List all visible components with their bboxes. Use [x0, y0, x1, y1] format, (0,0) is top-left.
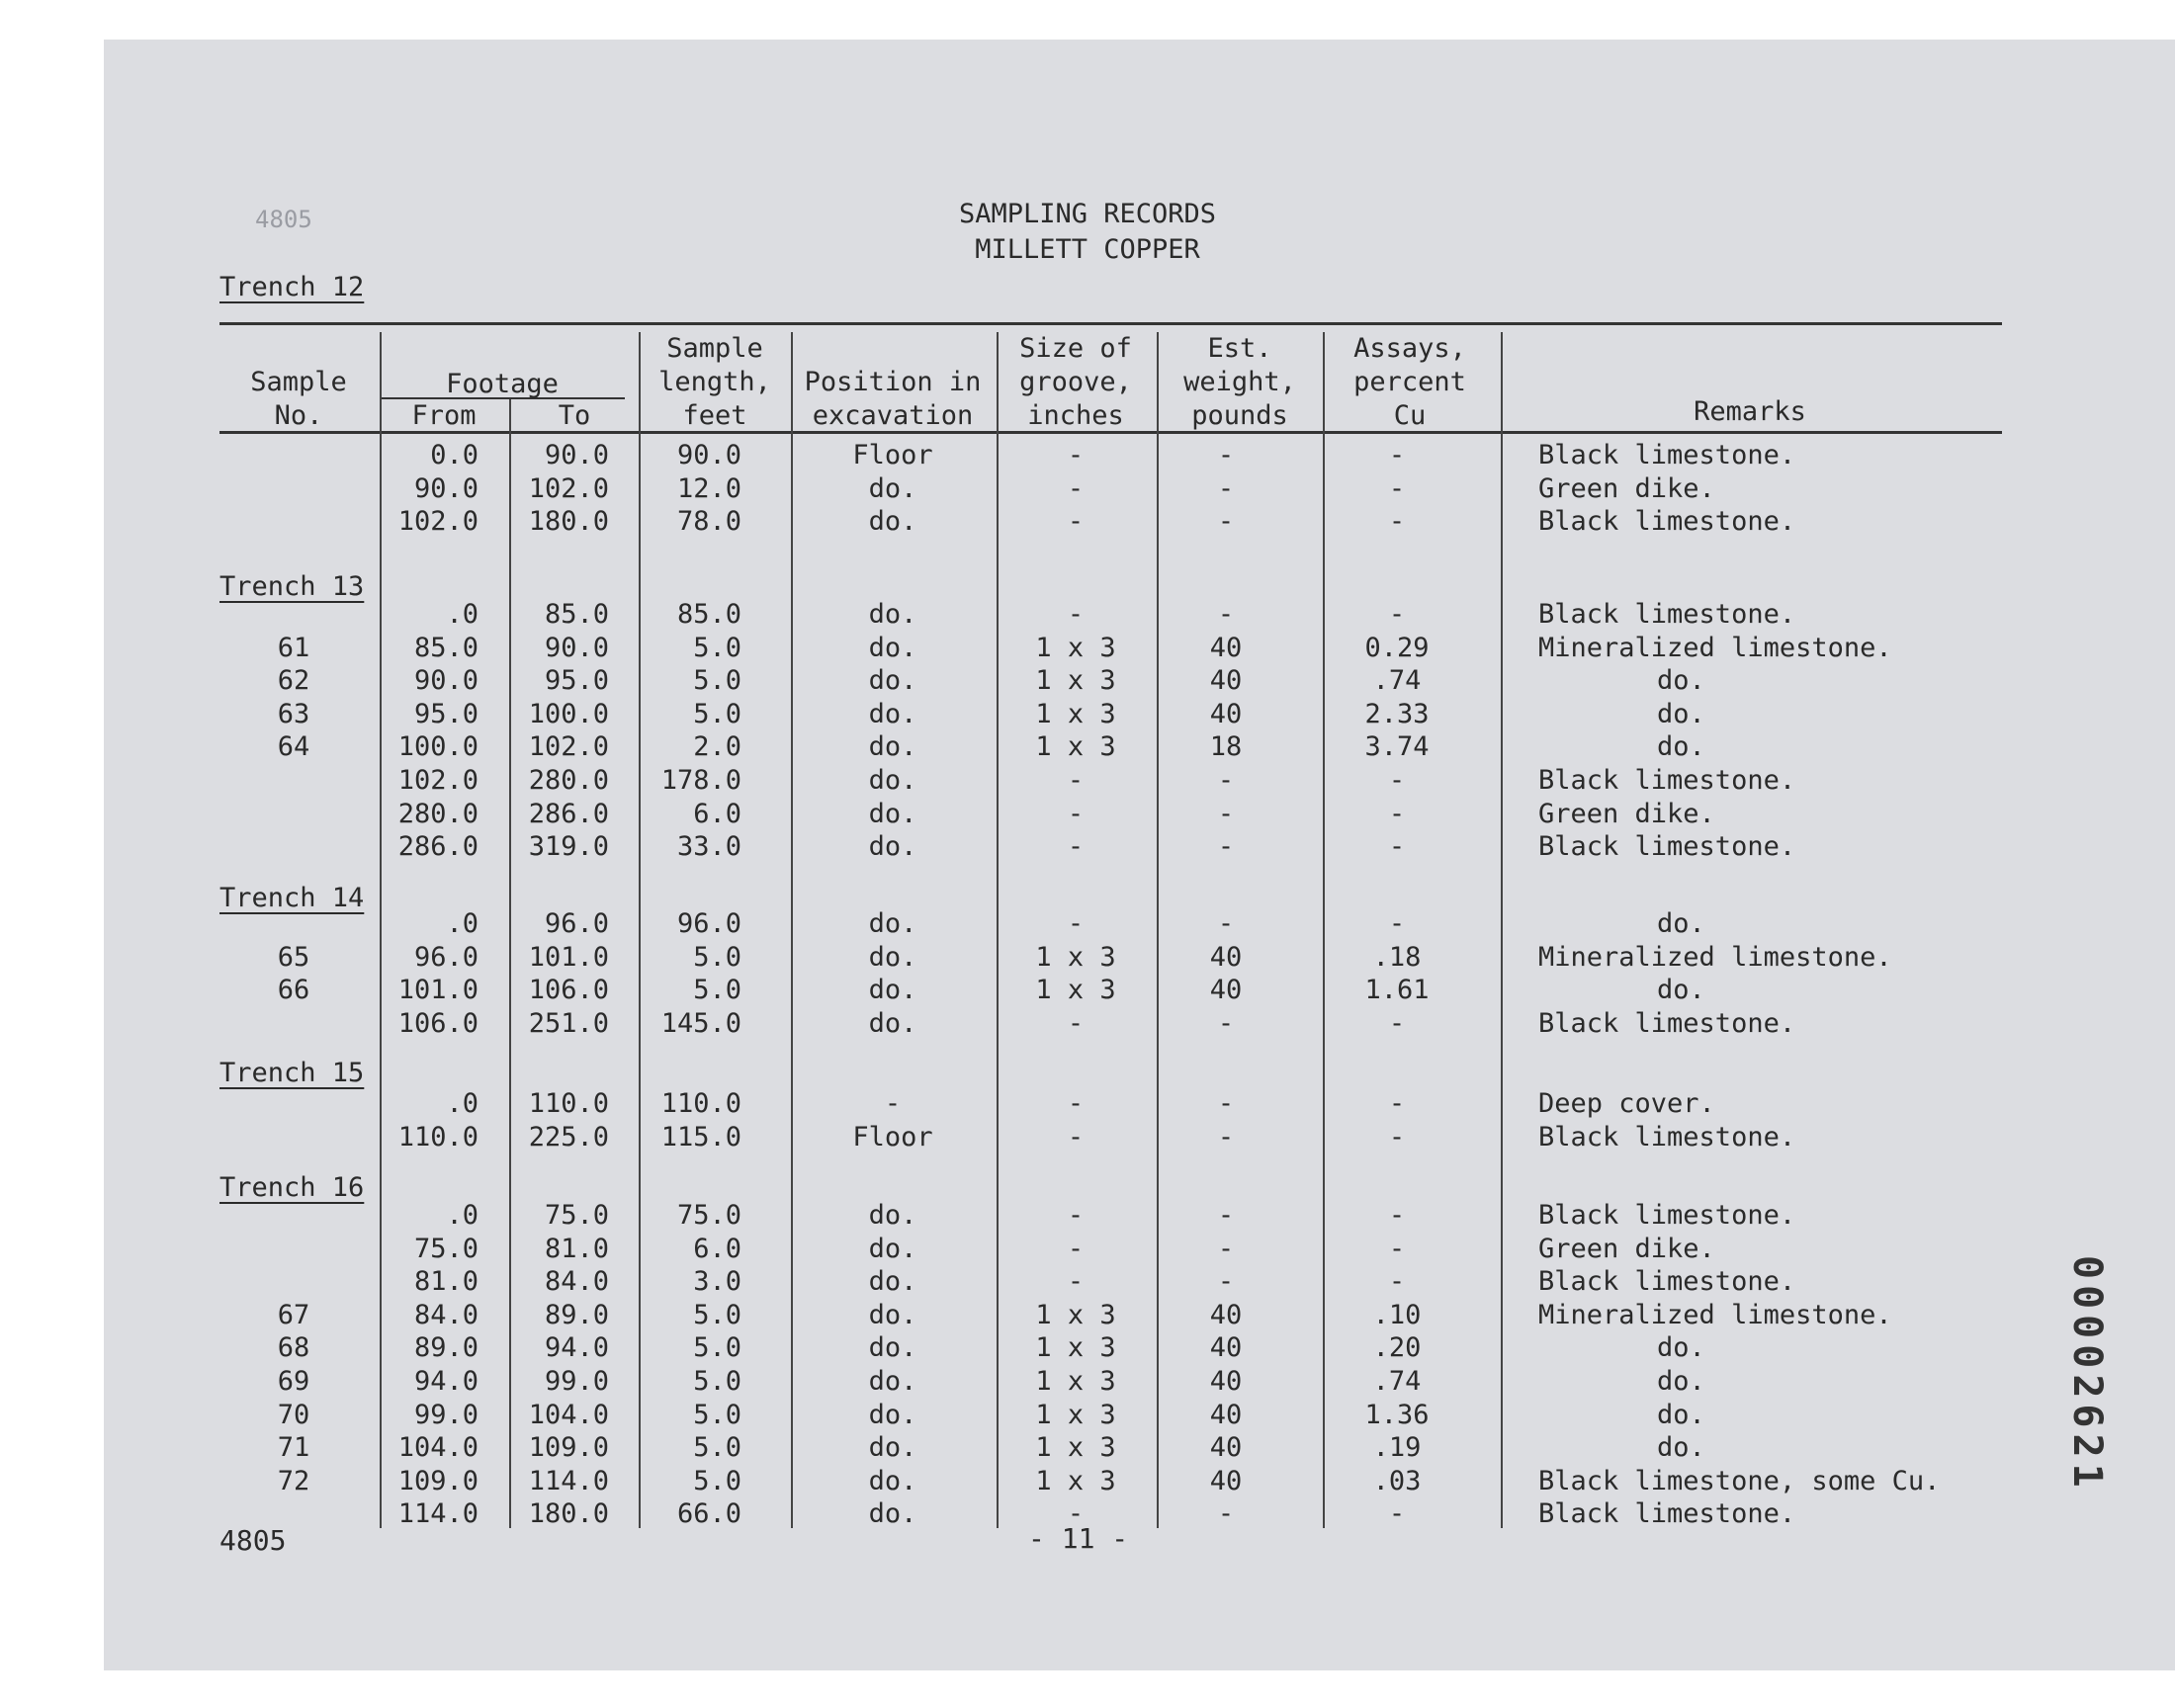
cell-pos: do.	[868, 1366, 917, 1397]
cell-to: 102.0	[528, 472, 609, 504]
cell-wt: -	[1217, 506, 1235, 538]
cell-cu: 2.33	[1364, 698, 1430, 729]
cell-from: 90.0	[413, 472, 478, 504]
cell-pos: do.	[868, 941, 917, 973]
cell-wt: 40	[1209, 665, 1243, 697]
cell-to: 95.0	[544, 665, 609, 697]
section-title: Trench 16	[219, 1172, 365, 1203]
cell-to: 280.0	[528, 765, 609, 796]
cell-len: 110.0	[660, 1088, 741, 1119]
cell-groove: -	[1067, 765, 1085, 796]
cell-len: 5.0	[693, 1299, 741, 1330]
section-title: Trench 15	[219, 1058, 365, 1088]
cell-pos: -	[884, 1088, 902, 1119]
cell-pos: do.	[868, 765, 917, 796]
cell-from: 102.0	[397, 765, 478, 796]
cell-rem: do.	[1657, 665, 1705, 697]
cell-len: 66.0	[676, 1498, 741, 1530]
cell-to: 94.0	[544, 1332, 609, 1364]
header-from: From	[411, 400, 477, 431]
cell-to: 106.0	[528, 975, 609, 1006]
cell-pos: Floor	[852, 1121, 933, 1153]
cell-to: 101.0	[528, 941, 609, 973]
cell-rem: Black limestone.	[1538, 765, 1796, 796]
cell-pos: do.	[868, 599, 917, 630]
cell-wt: 40	[1209, 1332, 1243, 1364]
cell-to: 225.0	[528, 1121, 609, 1153]
cell-len: 5.0	[693, 1432, 741, 1464]
cell-from: .0	[446, 908, 478, 939]
cell-len: 2.0	[693, 731, 741, 763]
cell-cu: -	[1388, 798, 1406, 829]
cell-wt: 40	[1209, 975, 1243, 1006]
cell-pos: do.	[868, 908, 917, 939]
cell-to: 96.0	[544, 908, 609, 939]
cell-from: 286.0	[397, 831, 478, 863]
cell-len: 5.0	[693, 698, 741, 729]
cell-wt: 40	[1209, 941, 1243, 973]
cell-pos: do.	[868, 1332, 917, 1364]
cell-len: 12.0	[676, 472, 741, 504]
cell-no: 62	[277, 665, 310, 697]
cell-from: 90.0	[413, 665, 478, 697]
cell-cu: 3.74	[1364, 731, 1430, 763]
cell-groove: 1 x 3	[1035, 1399, 1116, 1430]
cell-rem: do.	[1657, 698, 1705, 729]
cell-from: .0	[446, 599, 478, 630]
cell-from: 95.0	[413, 698, 478, 729]
cell-pos: do.	[868, 1007, 917, 1039]
cell-wt: -	[1217, 765, 1235, 796]
cell-to: 251.0	[528, 1007, 609, 1039]
cell-cu: -	[1388, 1121, 1406, 1153]
page-number: - 11 -	[1028, 1522, 1129, 1555]
section-title: Trench 12	[219, 272, 365, 302]
cell-rem: do.	[1657, 908, 1705, 939]
cell-pos: do.	[868, 1465, 917, 1496]
cell-rem: Mineralized limestone.	[1538, 941, 1892, 973]
cell-pos: do.	[868, 798, 917, 829]
cell-rem: do.	[1657, 1399, 1705, 1430]
header-position: Position in excavation	[804, 367, 982, 431]
cell-len: 178.0	[660, 765, 741, 796]
document-subtitle: MILLETT COPPER	[975, 234, 1200, 265]
cell-no: 68	[277, 1332, 310, 1364]
cell-len: 6.0	[693, 1233, 741, 1264]
cell-from: .0	[446, 1200, 478, 1231]
cell-cu: -	[1388, 1498, 1406, 1530]
cell-cu: 1.61	[1364, 975, 1430, 1006]
cell-rem: Black limestone.	[1538, 506, 1796, 538]
cell-from: 84.0	[413, 1299, 478, 1330]
cell-wt: -	[1217, 1007, 1235, 1039]
cell-wt: -	[1217, 798, 1235, 829]
cell-no: 71	[277, 1432, 310, 1464]
cell-pos: do.	[868, 506, 917, 538]
cell-wt: -	[1217, 831, 1235, 863]
cell-no: 65	[277, 941, 310, 973]
cell-rem: do.	[1657, 1432, 1705, 1464]
cell-rem: Black limestone.	[1538, 1266, 1796, 1298]
cell-to: 99.0	[544, 1366, 609, 1397]
cell-no: 70	[277, 1399, 310, 1430]
table-top-rule	[219, 322, 2002, 325]
cell-rem: Mineralized limestone.	[1538, 632, 1892, 663]
cell-wt: -	[1217, 908, 1235, 939]
cell-rem: Green dike.	[1538, 798, 1715, 829]
cell-no: 61	[277, 632, 310, 663]
cell-to: 319.0	[528, 831, 609, 863]
cell-groove: 1 x 3	[1035, 1465, 1116, 1496]
cell-groove: -	[1067, 1088, 1085, 1119]
cell-cu: -	[1388, 1200, 1406, 1231]
cell-to: 89.0	[544, 1299, 609, 1330]
cell-cu: -	[1388, 1233, 1406, 1264]
header-remarks: Remarks	[1694, 396, 1806, 427]
cell-cu: .18	[1372, 941, 1422, 973]
cell-cu: .20	[1372, 1332, 1422, 1364]
cell-wt: 40	[1209, 698, 1243, 729]
header-sample-no: Sample No.	[250, 367, 347, 431]
cell-cu: .03	[1372, 1465, 1422, 1496]
cell-from: 0.0	[430, 440, 478, 470]
cell-len: 5.0	[693, 665, 741, 697]
cell-rem: do.	[1657, 975, 1705, 1006]
cell-len: 5.0	[693, 975, 741, 1006]
footer-number: 4805	[219, 1524, 287, 1557]
cell-pos: do.	[868, 472, 917, 504]
cell-rem: do.	[1657, 1332, 1705, 1364]
cell-groove: 1 x 3	[1035, 1432, 1116, 1464]
cell-rem: Black limestone, some Cu.	[1538, 1465, 1941, 1496]
cell-cu: .19	[1372, 1432, 1422, 1464]
cell-len: 33.0	[676, 831, 741, 863]
cell-rem: Black limestone.	[1538, 440, 1796, 470]
cell-pos: do.	[868, 665, 917, 697]
cell-wt: -	[1217, 1498, 1235, 1530]
cell-cu: 0.29	[1364, 632, 1430, 663]
cell-groove: -	[1067, 599, 1085, 630]
cell-wt: -	[1217, 599, 1235, 630]
cell-from: 96.0	[413, 941, 478, 973]
cell-len: 5.0	[693, 1332, 741, 1364]
section-title: Trench 13	[219, 571, 365, 602]
cell-no: 67	[277, 1299, 310, 1330]
cell-len: 96.0	[676, 908, 741, 939]
header-sample-length: Sample length, feet	[658, 333, 771, 431]
cell-wt: 40	[1209, 1299, 1243, 1330]
cell-from: 89.0	[413, 1332, 478, 1364]
cell-wt: 40	[1209, 1366, 1243, 1397]
cell-pos: do.	[868, 1432, 917, 1464]
section-title: Trench 14	[219, 883, 365, 913]
cell-len: 5.0	[693, 1399, 741, 1430]
cell-rem: Green dike.	[1538, 1233, 1715, 1264]
cell-groove: 1 x 3	[1035, 731, 1116, 763]
cell-cu: .74	[1372, 665, 1422, 697]
cell-cu: .74	[1372, 1366, 1422, 1397]
page-stamp: 4805	[255, 206, 312, 233]
cell-no: 72	[277, 1465, 310, 1496]
cell-groove: -	[1067, 1233, 1085, 1264]
cell-groove: -	[1067, 440, 1085, 470]
cell-groove: -	[1067, 831, 1085, 863]
cell-rem: Green dike.	[1538, 472, 1715, 504]
cell-cu: .10	[1372, 1299, 1422, 1330]
cell-to: 90.0	[544, 632, 609, 663]
cell-len: 5.0	[693, 941, 741, 973]
cell-groove: 1 x 3	[1035, 698, 1116, 729]
cell-pos: do.	[868, 1200, 917, 1231]
cell-len: 3.0	[693, 1266, 741, 1298]
cell-no: 66	[277, 975, 310, 1006]
cell-groove: 1 x 3	[1035, 941, 1116, 973]
cell-wt: 40	[1209, 1432, 1243, 1464]
column-rule	[1501, 332, 1503, 1528]
cell-from: 101.0	[397, 975, 478, 1006]
cell-to: 81.0	[544, 1233, 609, 1264]
cell-from: 110.0	[397, 1121, 478, 1153]
cell-wt: 40	[1209, 1399, 1243, 1430]
cell-rem: Deep cover.	[1538, 1088, 1715, 1119]
cell-len: 5.0	[693, 632, 741, 663]
cell-from: 81.0	[413, 1266, 478, 1298]
cell-wt: -	[1217, 472, 1235, 504]
cell-to: 75.0	[544, 1200, 609, 1231]
cell-groove: -	[1067, 506, 1085, 538]
cell-from: 114.0	[397, 1498, 478, 1530]
cell-to: 180.0	[528, 506, 609, 538]
cell-pos: do.	[868, 1266, 917, 1298]
cell-cu: -	[1388, 472, 1406, 504]
cell-cu: -	[1388, 831, 1406, 863]
cell-rem: Black limestone.	[1538, 1200, 1796, 1231]
cell-groove: 1 x 3	[1035, 1299, 1116, 1330]
cell-groove: -	[1067, 1498, 1085, 1530]
cell-wt: -	[1217, 440, 1235, 470]
cell-cu: -	[1388, 440, 1406, 470]
cell-groove: 1 x 3	[1035, 632, 1116, 663]
cell-wt: 18	[1209, 731, 1243, 763]
cell-groove: -	[1067, 472, 1085, 504]
header-to: To	[558, 400, 591, 431]
cell-cu: -	[1388, 765, 1406, 796]
cell-rem: Black limestone.	[1538, 599, 1796, 630]
cell-groove: -	[1067, 908, 1085, 939]
cell-pos: do.	[868, 731, 917, 763]
cell-from: 104.0	[397, 1432, 478, 1464]
cell-from: 106.0	[397, 1007, 478, 1039]
cell-from: 280.0	[397, 798, 478, 829]
header-footage: Footage	[446, 369, 559, 399]
cell-len: 78.0	[676, 506, 741, 538]
cell-groove: -	[1067, 1200, 1085, 1231]
cell-pos: do.	[868, 1399, 917, 1430]
cell-pos: do.	[868, 975, 917, 1006]
cell-pos: do.	[868, 1299, 917, 1330]
cell-to: 84.0	[544, 1266, 609, 1298]
cell-wt: -	[1217, 1233, 1235, 1264]
cell-no: 69	[277, 1366, 310, 1397]
header-weight: Est. weight, pounds	[1183, 333, 1296, 431]
cell-pos: do.	[868, 831, 917, 863]
cell-rem: do.	[1657, 731, 1705, 763]
cell-to: 100.0	[528, 698, 609, 729]
cell-len: 145.0	[660, 1007, 741, 1039]
cell-wt: 40	[1209, 1465, 1243, 1496]
cell-groove: -	[1067, 798, 1085, 829]
header-assays: Assays, percent Cu	[1353, 333, 1466, 431]
cell-to: 286.0	[528, 798, 609, 829]
cell-cu: -	[1388, 1007, 1406, 1039]
cell-pos: do.	[868, 632, 917, 663]
cell-wt: -	[1217, 1200, 1235, 1231]
cell-from: 102.0	[397, 506, 478, 538]
cell-wt: -	[1217, 1266, 1235, 1298]
cell-len: 115.0	[660, 1121, 741, 1153]
cell-from: 75.0	[413, 1233, 478, 1264]
cell-cu: -	[1388, 908, 1406, 939]
cell-wt: 40	[1209, 632, 1243, 663]
cell-to: 109.0	[528, 1432, 609, 1464]
cell-groove: -	[1067, 1266, 1085, 1298]
cell-to: 102.0	[528, 731, 609, 763]
cell-to: 180.0	[528, 1498, 609, 1530]
cell-len: 75.0	[676, 1200, 741, 1231]
side-stamp: 00002621	[2064, 1255, 2110, 1494]
cell-len: 85.0	[676, 599, 741, 630]
cell-no: 63	[277, 698, 310, 729]
cell-groove: 1 x 3	[1035, 665, 1116, 697]
cell-rem: Mineralized limestone.	[1538, 1299, 1892, 1330]
cell-to: 85.0	[544, 599, 609, 630]
cell-to: 114.0	[528, 1465, 609, 1496]
cell-pos: Floor	[852, 440, 933, 470]
cell-groove: 1 x 3	[1035, 975, 1116, 1006]
cell-len: 5.0	[693, 1465, 741, 1496]
cell-groove: -	[1067, 1007, 1085, 1039]
cell-rem: Black limestone.	[1538, 1121, 1796, 1153]
cell-len: 5.0	[693, 1366, 741, 1397]
cell-cu: -	[1388, 599, 1406, 630]
document-title: SAMPLING RECORDS	[958, 199, 1217, 229]
cell-rem: Black limestone.	[1538, 1007, 1796, 1039]
cell-rem: Black limestone.	[1538, 1498, 1796, 1530]
cell-len: 90.0	[676, 440, 741, 470]
cell-from: .0	[446, 1088, 478, 1119]
cell-pos: do.	[868, 1498, 917, 1530]
cell-rem: do.	[1657, 1366, 1705, 1397]
cell-from: 94.0	[413, 1366, 478, 1397]
cell-cu: -	[1388, 1266, 1406, 1298]
cell-wt: -	[1217, 1121, 1235, 1153]
cell-cu: -	[1388, 1088, 1406, 1119]
cell-groove: -	[1067, 1121, 1085, 1153]
cell-from: 99.0	[413, 1399, 478, 1430]
cell-from: 85.0	[413, 632, 478, 663]
cell-cu: -	[1388, 506, 1406, 538]
cell-no: 64	[277, 731, 310, 763]
cell-groove: 1 x 3	[1035, 1332, 1116, 1364]
cell-cu: 1.36	[1364, 1399, 1430, 1430]
cell-len: 6.0	[693, 798, 741, 829]
header-groove: Size of groove, inches	[1019, 333, 1132, 431]
cell-rem: Black limestone.	[1538, 831, 1796, 863]
cell-pos: do.	[868, 1233, 917, 1264]
cell-pos: do.	[868, 698, 917, 729]
cell-to: 110.0	[528, 1088, 609, 1119]
cell-to: 104.0	[528, 1399, 609, 1430]
cell-wt: -	[1217, 1088, 1235, 1119]
cell-groove: 1 x 3	[1035, 1366, 1116, 1397]
cell-from: 109.0	[397, 1465, 478, 1496]
cell-to: 90.0	[544, 440, 609, 470]
cell-from: 100.0	[397, 731, 478, 763]
